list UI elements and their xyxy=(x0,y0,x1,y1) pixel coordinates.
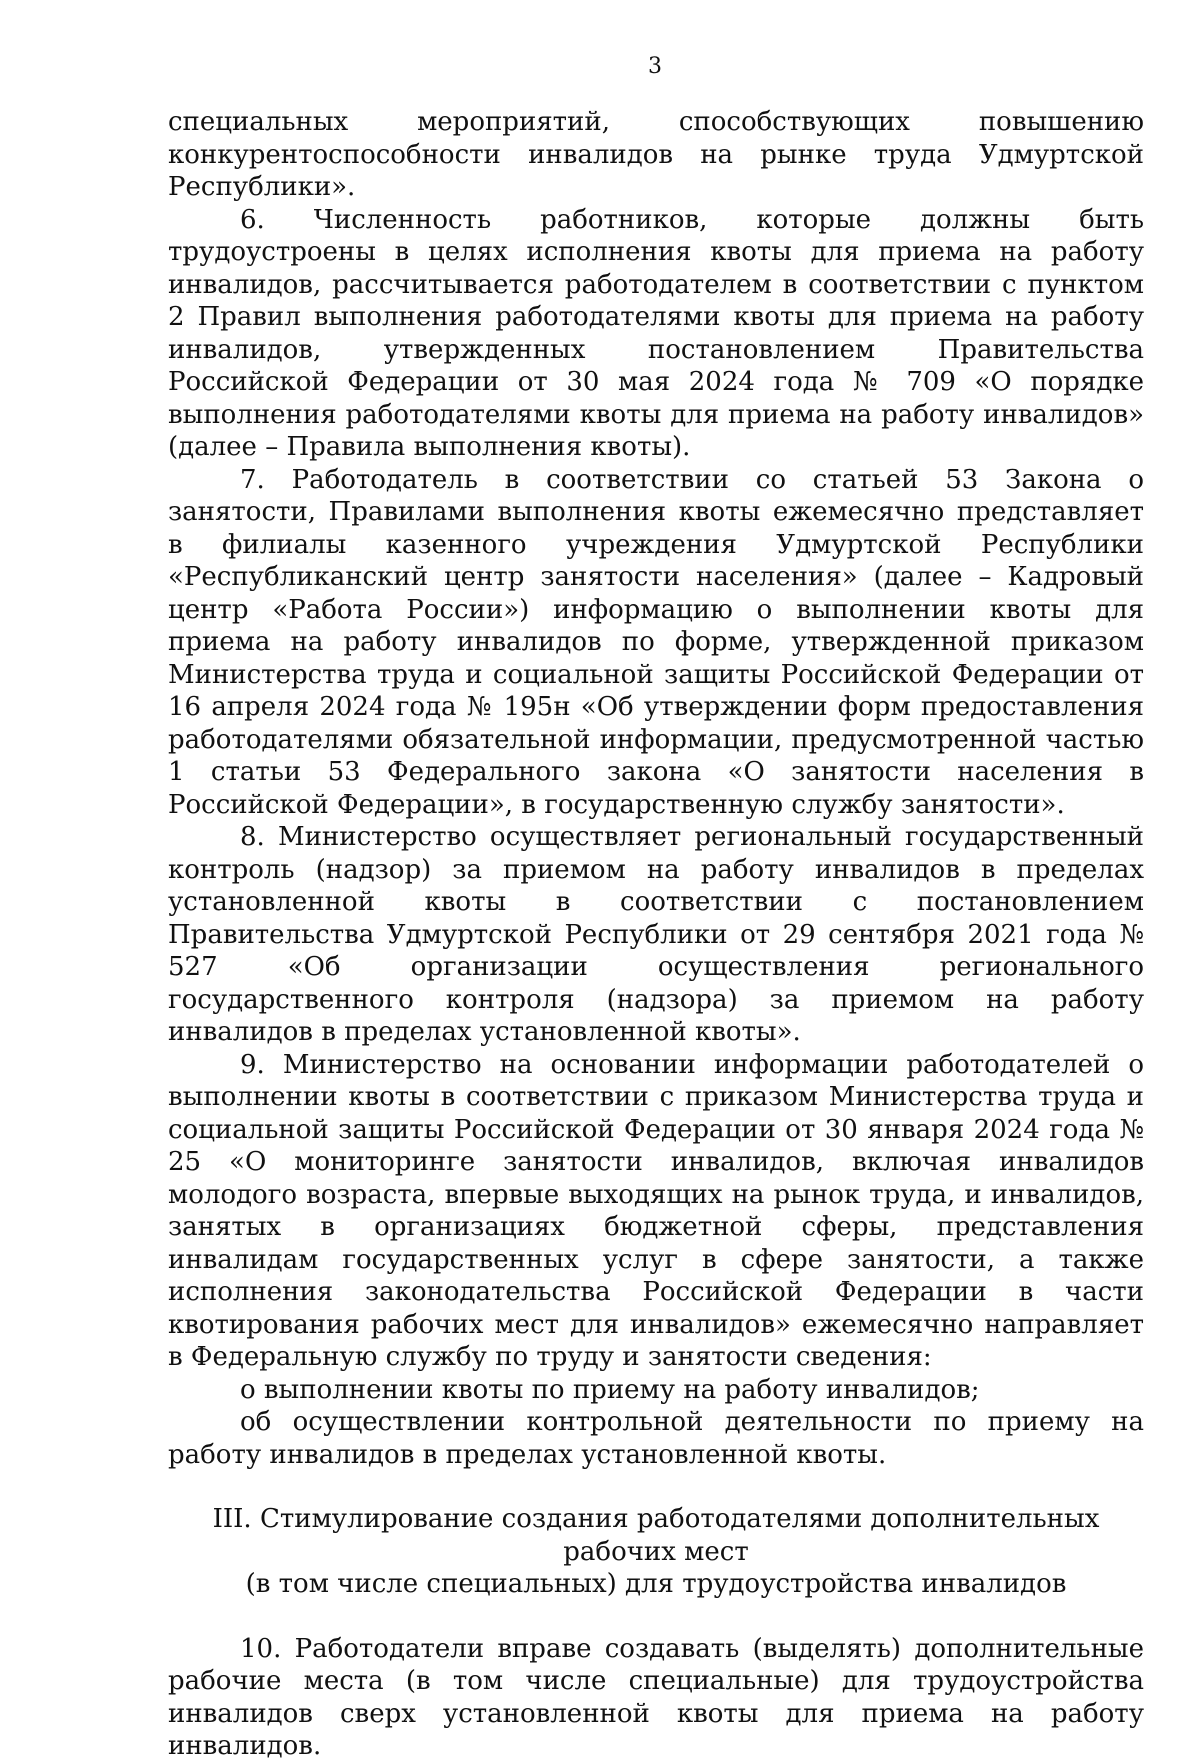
paragraph-7: 7. Работодатель в соответствии со статьей 53 Закона о занятости, Правилами выполнения квоты ежемесячно представляет в филиалы казенного учреждения Удмуртской Республики «Республиканский центр занятости населения» (далее – Кадровый центр «Работа России») информацию о выполнении квоты для приема на работу инвалидов по форме, утвержденной приказом Министерства труда и социальной защиты Российской Федерации от 16 апреля 2024 года № 195н «Об утверждении форм предоставления работодателями обязательной информации, предусмотренной частью 1 статьи 53 Федерального закона «О занятости населения в Российской Федерации», в государственную службу занятости». xyxy=(168,464,1144,820)
section-heading xyxy=(168,1503,1144,1601)
paragraph-6: 6. Численность работников, которые должны быть трудоустроены в целях исполнения квоты для приема на работу инвалидов, рассчитывается работодателем в соответствии с пунктом 2 Правил выполнения работодателями квоты для приема на работу инвалидов, утвержденных постановлением Правительства Российской Федерации от 30 мая 2024 года № 709 «О порядке выполнения работодателями квоты для приема на работу инвалидов» (далее – Правила выполнения квоты). xyxy=(168,204,1144,462)
paragraph-9-item-1: о выполнении квоты по приему на работу инвалидов; xyxy=(240,1374,980,1405)
paragraph-8: 8. Министерство осуществляет региональный государственный контроль (надзор) за приемом на работу инвалидов в пределах установленной квоты в соответствии с постановлением Правительства Удмуртской Республики от 29 сентября 2021 года № 527 «Об организации осуществления регионального государственного контроля (надзора) за приемом на работу инвалидов в пределах установленной квоты». xyxy=(168,822,1144,1047)
paragraph-9: 9. Министерство на основании информации работодателей о выполнении квоты в соответствии с приказом Министерства труда и социальной защиты Российской Федерации от 30 января 2024 года № 25 «О мониторинге занятости инвалидов, включая инвалидов молодого возраста, впервые выходящих на рынок труда, и инвалидов, занятых в организациях бюджетной сферы, представления инвалидам государственных услуг в сфере занятости, а также исполнения законодательства Российской Федерации в части квотирования рабочих мест для инвалидов» ежемесячно направляет в Федеральную службу по труду и занятости сведения: xyxy=(168,1049,1144,1372)
paragraph-9-item-2: об осуществлении контрольной деятельности по приему на работу инвалидов в пределах установленной квоты. xyxy=(168,1407,1144,1470)
page-number: 3 xyxy=(648,54,662,79)
document-body xyxy=(168,106,1144,1763)
paragraph-10: 10. Работодатели вправе создавать (выделять) дополнительные рабочие места (в том числе специальные) для трудоустройства инвалидов сверх установленной квоты для приема на работу инвалидов. xyxy=(168,1633,1144,1761)
paragraph-continuation: специальных мероприятий, способствующих повышению конкурентоспособности инвалидов на рынке труда Удмуртской Республики». xyxy=(168,107,1144,202)
section-heading-line-1: III. Стимулирование создания работодателями дополнительных рабочих мест xyxy=(212,1504,1100,1567)
section-heading-line-2: (в том числе специальных) для трудоустройства инвалидов xyxy=(245,1569,1067,1599)
